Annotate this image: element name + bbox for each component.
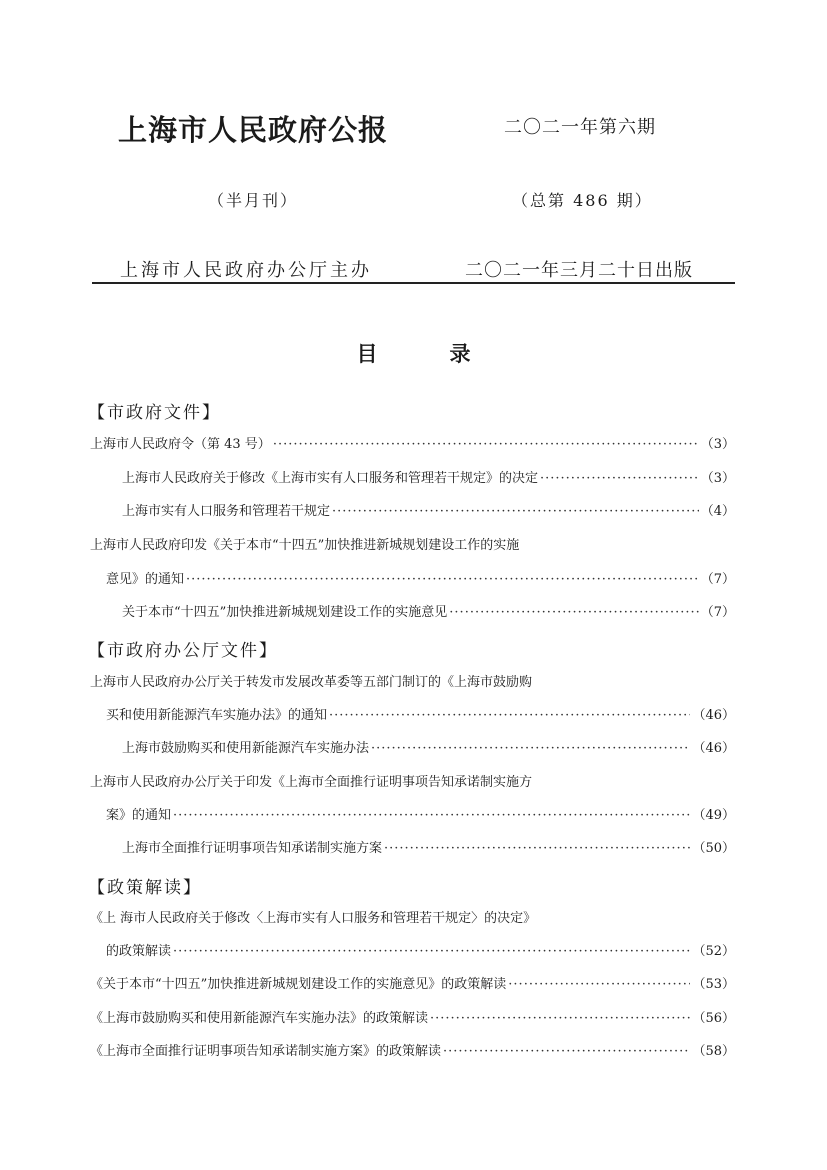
- toc-entry[interactable]: [90, 1011, 735, 1027]
- entry-title: 上海市人民政府关于修改《上海市实有人口服务和管理若干规定》的决定: [122, 471, 539, 486]
- entry-title: 的政策解读: [106, 944, 172, 959]
- dot-leader: [443, 1044, 690, 1060]
- dot-leader: [329, 708, 690, 724]
- entry-page: （46）: [692, 708, 735, 723]
- dot-leader: [273, 437, 699, 453]
- entry-title: 意见》的通知: [106, 572, 185, 587]
- dot-leader: [173, 808, 690, 824]
- toc-entry[interactable]: [122, 605, 735, 621]
- entry-title: 上海市人民政府令（第 43 号）: [90, 437, 271, 452]
- entry-page: （52）: [692, 944, 735, 959]
- section-header-general-office-documents: 【市政府办公厅文件】: [88, 641, 278, 661]
- entry-title: 《上海市鼓励购买和使用新能源汽车实施办法》的政策解读: [90, 1011, 429, 1026]
- dot-leader: [430, 1011, 690, 1027]
- entry-page: （7）: [700, 572, 735, 587]
- entry-page: （46）: [692, 741, 735, 756]
- toc-entry-line1[interactable]: [90, 775, 532, 791]
- entry-page: （7）: [700, 605, 735, 620]
- dot-leader: [508, 977, 690, 993]
- toc-entry-line1[interactable]: [90, 911, 536, 927]
- publish-date: 二〇二一年三月二十日出版: [465, 260, 693, 281]
- toc-entry[interactable]: [122, 841, 735, 857]
- toc-title: [0, 338, 827, 368]
- toc-title-right: 录: [449, 342, 471, 366]
- toc-entry[interactable]: [90, 1044, 735, 1060]
- dot-leader: [173, 944, 690, 960]
- toc-entry-line1[interactable]: [90, 675, 532, 691]
- toc-entry[interactable]: [90, 437, 735, 453]
- entry-title: 上海市实有人口服务和管理若干规定: [122, 504, 331, 519]
- dot-leader: [186, 572, 699, 588]
- dot-leader: [449, 605, 698, 621]
- entry-title-line1: 上海市人民政府印发《关于本市“十四五”加快推进新城规划建设工作的实施: [90, 538, 520, 553]
- toc-entry[interactable]: [106, 808, 735, 824]
- entry-title: 买和使用新能源汽车实施办法》的通知: [106, 708, 328, 723]
- dot-leader: [540, 471, 699, 487]
- header-divider: [92, 282, 735, 284]
- toc-entry[interactable]: [106, 572, 735, 588]
- toc-entry-line1[interactable]: [90, 538, 519, 554]
- section-header-municipal-documents: 【市政府文件】: [88, 403, 221, 423]
- entry-title-line1: 上海市人民政府办公厅关于转发市发展改革委等五部门制订的《上海市鼓励购: [90, 675, 533, 690]
- entry-page: （53）: [692, 977, 735, 992]
- entry-title: 案》的通知: [106, 808, 172, 823]
- section-header-policy-interpretation: 【政策解读】: [88, 878, 202, 898]
- entry-page: （4）: [700, 504, 735, 519]
- toc-entry[interactable]: [90, 977, 735, 993]
- entry-title: 关于本市“十四五”加快推进新城规划建设工作的实施意见: [122, 605, 448, 620]
- entry-page: （49）: [692, 808, 735, 823]
- toc-entry[interactable]: [122, 471, 735, 487]
- toc-entry[interactable]: [106, 944, 735, 960]
- total-issue-number: （总第 486 期）: [512, 191, 653, 210]
- entry-page: （56）: [692, 1011, 735, 1026]
- sponsor: 上海市人民政府办公厅主办: [120, 260, 372, 281]
- dot-leader: [384, 841, 690, 857]
- toc-title-left: 目: [356, 342, 378, 366]
- entry-title: 上海市鼓励购买和使用新能源汽车实施办法: [122, 741, 370, 756]
- toc-entry[interactable]: [122, 504, 735, 520]
- entry-title-line1: 《上 海市人民政府关于修改〈上海市实有人口服务和管理若干规定〉的决定》: [90, 911, 537, 926]
- entry-page: （3）: [700, 437, 735, 452]
- entry-title: 《关于本市“十四五”加快推进新城规划建设工作的实施意见》的政策解读: [90, 977, 507, 992]
- entry-page: （58）: [692, 1044, 735, 1059]
- dot-leader: [371, 741, 690, 757]
- publication-frequency: （半月刊）: [208, 191, 299, 210]
- entry-title: 上海市全面推行证明事项告知承诺制实施方案: [122, 841, 383, 856]
- entry-page: （50）: [692, 841, 735, 856]
- toc-entry[interactable]: [106, 708, 735, 724]
- entry-title-line1: 上海市人民政府办公厅关于印发《上海市全面推行证明事项告知承诺制实施方: [90, 775, 533, 790]
- dot-leader: [332, 504, 699, 520]
- entry-title: 《上海市全面推行证明事项告知承诺制实施方案》的政策解读: [90, 1044, 442, 1059]
- issue-number: 二〇二一年第六期: [504, 117, 656, 138]
- toc-entry[interactable]: [122, 741, 735, 757]
- gazette-title: 上海市人民政府公报: [118, 113, 389, 147]
- entry-page: （3）: [700, 471, 735, 486]
